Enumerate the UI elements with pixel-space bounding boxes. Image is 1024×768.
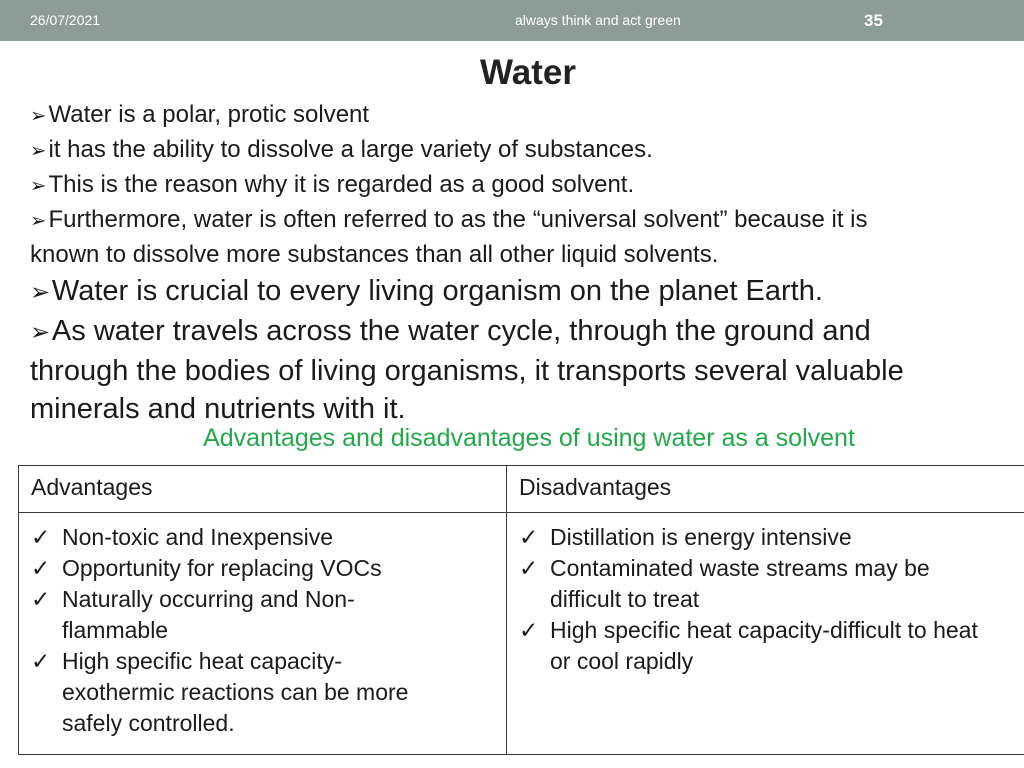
slide-title: Water [480, 53, 576, 92]
list-item: ✓ High specific heat capacity-difficult to heat or cool rapidly [519, 617, 978, 674]
header-bar [0, 0, 1024, 41]
arrow-bullet-icon: ➢ [30, 210, 47, 232]
checkmark-icon: ✓ [31, 524, 51, 550]
footer-text: always think and act green [515, 12, 681, 28]
bullet-item: ➢This is the reason why it is regarded as a good solvent. [30, 171, 635, 198]
list-item: ✓ Non-toxic and Inexpensive [31, 522, 498, 553]
checkmark-icon: ✓ [31, 586, 51, 612]
arrow-bullet-icon: ➢ [30, 319, 50, 346]
checkmark-icon: ✓ [519, 617, 539, 643]
page-number: 35 [864, 11, 883, 30]
arrow-bullet-icon: ➢ [30, 175, 47, 197]
bullet-continuation: minerals and nutrients with it. [30, 393, 406, 425]
checkmark-icon: ✓ [519, 555, 539, 581]
bullet-item: ➢Water is crucial to every living organism on the planet Earth. [30, 275, 823, 307]
disadvantages-header: Disadvantages [507, 466, 1024, 513]
disadvantages-list [519, 522, 1024, 677]
checkmark-icon: ✓ [31, 648, 51, 674]
arrow-bullet-icon: ➢ [30, 105, 47, 127]
slide-date: 26/07/2021 [30, 12, 101, 28]
bullet-list [30, 98, 1024, 428]
list-item: ✓ High specific heat capacity- exothermic reactions can be more safely controlled. [31, 648, 409, 736]
bullet-item: ➢Water is a polar, protic solvent [30, 101, 370, 128]
list-item: ✓ Contaminated waste streams may be difficult to treat [519, 555, 930, 612]
bullet-item: ➢it has the ability to dissolve a large variety of substances. [30, 136, 653, 163]
list-item: ✓ Distillation is energy intensive [519, 522, 1024, 553]
checkmark-icon: ✓ [31, 555, 51, 581]
table-header-row [19, 466, 1024, 513]
arrow-bullet-icon: ➢ [30, 140, 47, 162]
bullet-item: ➢Furthermore, water is often referred to as the “universal solvent” because it is [30, 206, 868, 233]
bullet-continuation: through the bodies of living organisms, it transports several valuable [30, 355, 904, 387]
comparison-table [18, 465, 1024, 755]
list-item: ✓ Naturally occurring and Non- flammable [31, 586, 355, 643]
bullet-continuation: known to dissolve more substances than all other liquid solvents. [30, 241, 719, 268]
table-caption: Advantages and disadvantages of using water as a solvent [203, 424, 855, 452]
advantages-header: Advantages [19, 466, 507, 513]
bullet-item: ➢As water travels across the water cycle, through the ground and [30, 315, 871, 347]
table-row [19, 513, 1024, 755]
advantages-list [31, 522, 498, 739]
checkmark-icon: ✓ [519, 524, 539, 550]
list-item: ✓ Opportunity for replacing VOCs [31, 553, 498, 584]
disadvantages-cell [507, 513, 1024, 755]
arrow-bullet-icon: ➢ [30, 279, 50, 306]
advantages-cell [19, 513, 507, 755]
